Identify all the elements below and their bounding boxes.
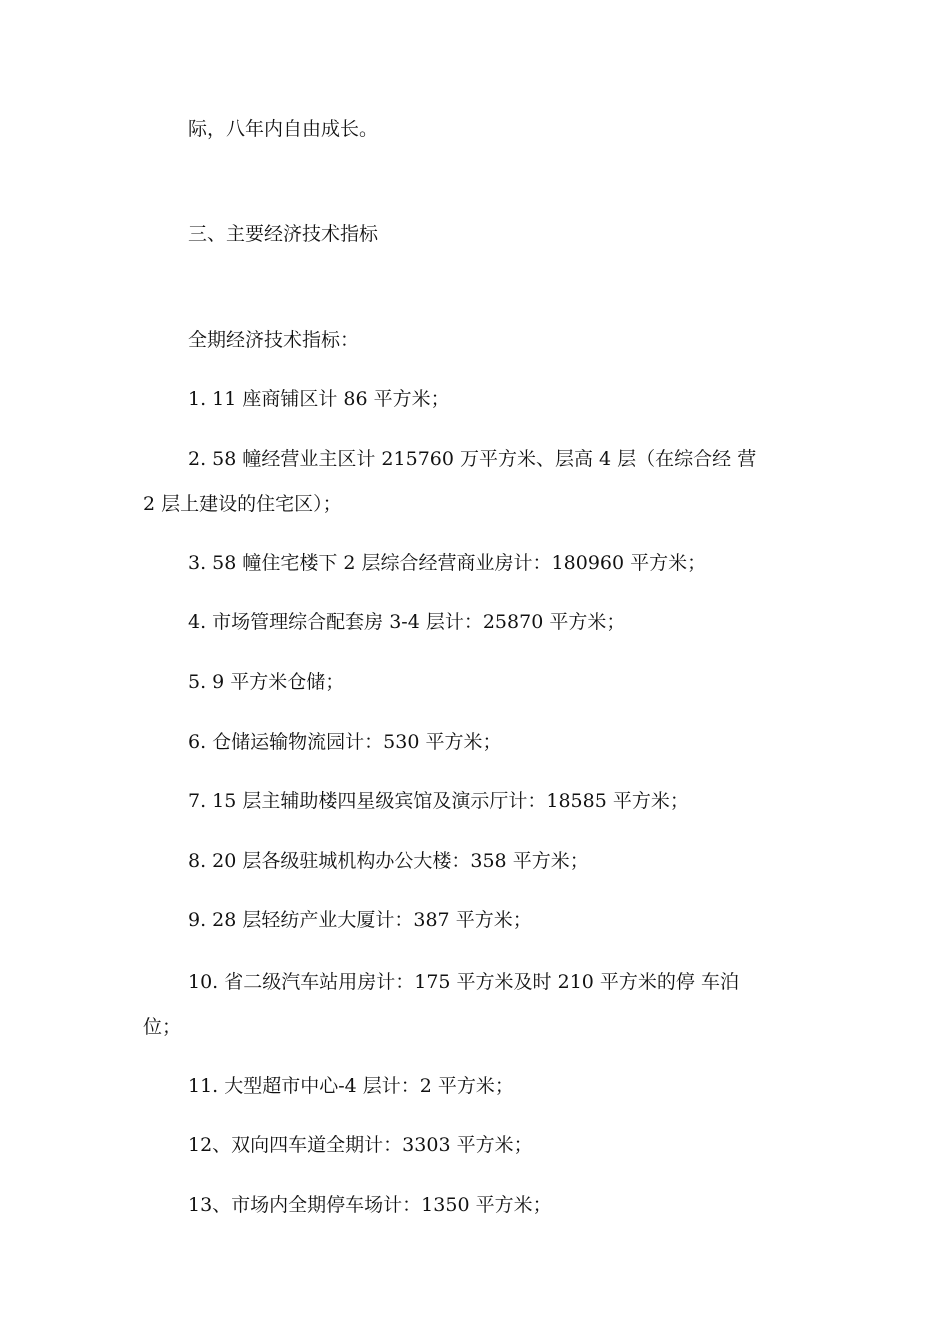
- section-heading: 三、主要经济技术指标: [188, 223, 379, 245]
- list-item-5: 5. 9 平方米仓储；: [188, 671, 345, 693]
- list-item-3: 3. 58 幢住宅楼下 2 层综合经营商业房计：180960 平方米；: [188, 552, 707, 574]
- subheading-indicators: 全期经济技术指标：: [188, 329, 360, 351]
- list-item-8: 8. 20 层各级驻城机构办公大楼：358 平方米；: [188, 850, 589, 872]
- list-item-1: 1. 11 座商铺区计 86 平方米；: [188, 388, 450, 410]
- list-item-2-line-2: 2 层上建设的住宅区）；: [143, 493, 342, 515]
- list-item-4: 4. 市场管理综合配套房 3-4 层计：25870 平方米；: [188, 611, 626, 633]
- list-item-2-line-1: 2. 58 幢经营业主区计 215760 万平方米、层高 4 层（在综合经 营: [188, 448, 757, 470]
- list-item-10: [143, 960, 815, 1050]
- list-item-11: 11. 大型超市中心-4 层计：2 平方米；: [188, 1075, 514, 1097]
- paragraph-intro-tail: 际，八年内自由成长。: [188, 118, 379, 140]
- list-item-10-line-1: 10. 省二级汽车站用房计：175 平方米及时 210 平方米的停 车泊: [188, 971, 739, 993]
- list-item-13: 13、市场内全期停车场计：1350 平方米；: [188, 1194, 552, 1216]
- list-item-9: 9. 28 层轻纺产业大厦计：387 平方米；: [188, 909, 532, 931]
- list-item-12: 12、双向四车道全期计：3303 平方米；: [188, 1134, 533, 1156]
- list-item-7: 7. 15 层主辅助楼四星级宾馆及演示厅计：18585 平方米；: [188, 790, 689, 812]
- list-item-10-line-2: 位；: [143, 1016, 182, 1038]
- list-item-2: [143, 437, 815, 527]
- list-item-6: 6. 仓储运输物流园计：530 平方米；: [188, 731, 502, 753]
